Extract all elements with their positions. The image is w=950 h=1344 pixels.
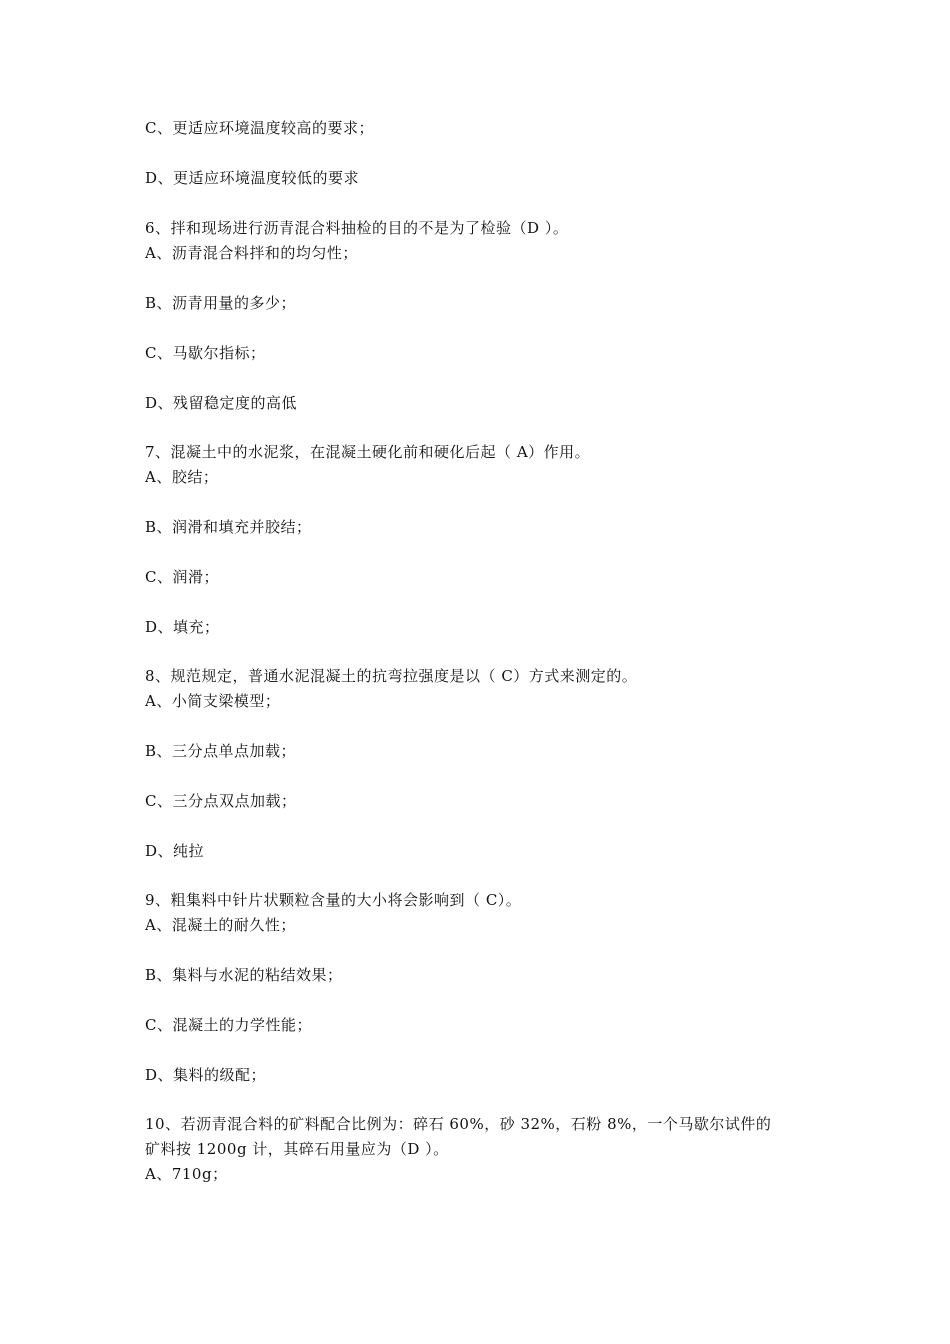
option-b-q9: B、集料与水泥的粘结效果； [145,966,343,984]
question-6: 6、拌和现场进行沥青混合料抽检的目的不是为了检验（D ）。 [145,219,569,237]
option-b-q7: B、润滑和填充并胶结； [145,518,312,536]
option-c-q7: C、润滑； [145,568,219,586]
question-10-line2: 矿料按 1200g 计，其碎石用量应为（D ）。 [145,1140,449,1158]
option-c-q6: C、马歇尔指标； [145,344,266,362]
question-7: 7、混凝土中的水泥浆，在混凝土硬化前和硬化后起（ A）作用。 [145,443,591,461]
option-b-q6: B、沥青用量的多少； [145,294,297,312]
option-d-q8: D、纯拉 [145,842,205,860]
option-a-q7: A、胶结； [145,468,219,486]
option-b-q8: B、三分点单点加载； [145,742,297,760]
option-d-q9: D、集料的级配； [145,1066,267,1084]
question-10-line1: 10、若沥青混合料的矿料配合比例为：碎石 60%，砂 32%，石粉 8%，一个马歇尔试件的 [145,1115,772,1133]
option-c-q8: C、三分点双点加载； [145,792,297,810]
option-a-q10: A、710g； [145,1165,228,1183]
option-d-q7: D、填充； [145,618,220,636]
option-a-q9: A、混凝土的耐久性； [145,916,296,934]
option-d-q6: D、残留稳定度的高低 [145,394,298,412]
option-a-q8: A、小简支梁模型； [145,692,281,710]
option-c-q9: C、混凝土的力学性能； [145,1016,312,1034]
option-d-q5: D、更适应环境温度较低的要求 [145,169,360,187]
option-a-q6: A、沥青混合料拌和的均匀性； [145,244,358,262]
question-8: 8、规范规定，普通水泥混凝土的抗弯拉强度是以（ C）方式来测定的。 [145,667,638,685]
question-9: 9、粗集料中针片状颗粒含量的大小将会影响到（ C）。 [145,891,522,909]
option-c-q5: C、更适应环境温度较高的要求； [145,119,374,137]
